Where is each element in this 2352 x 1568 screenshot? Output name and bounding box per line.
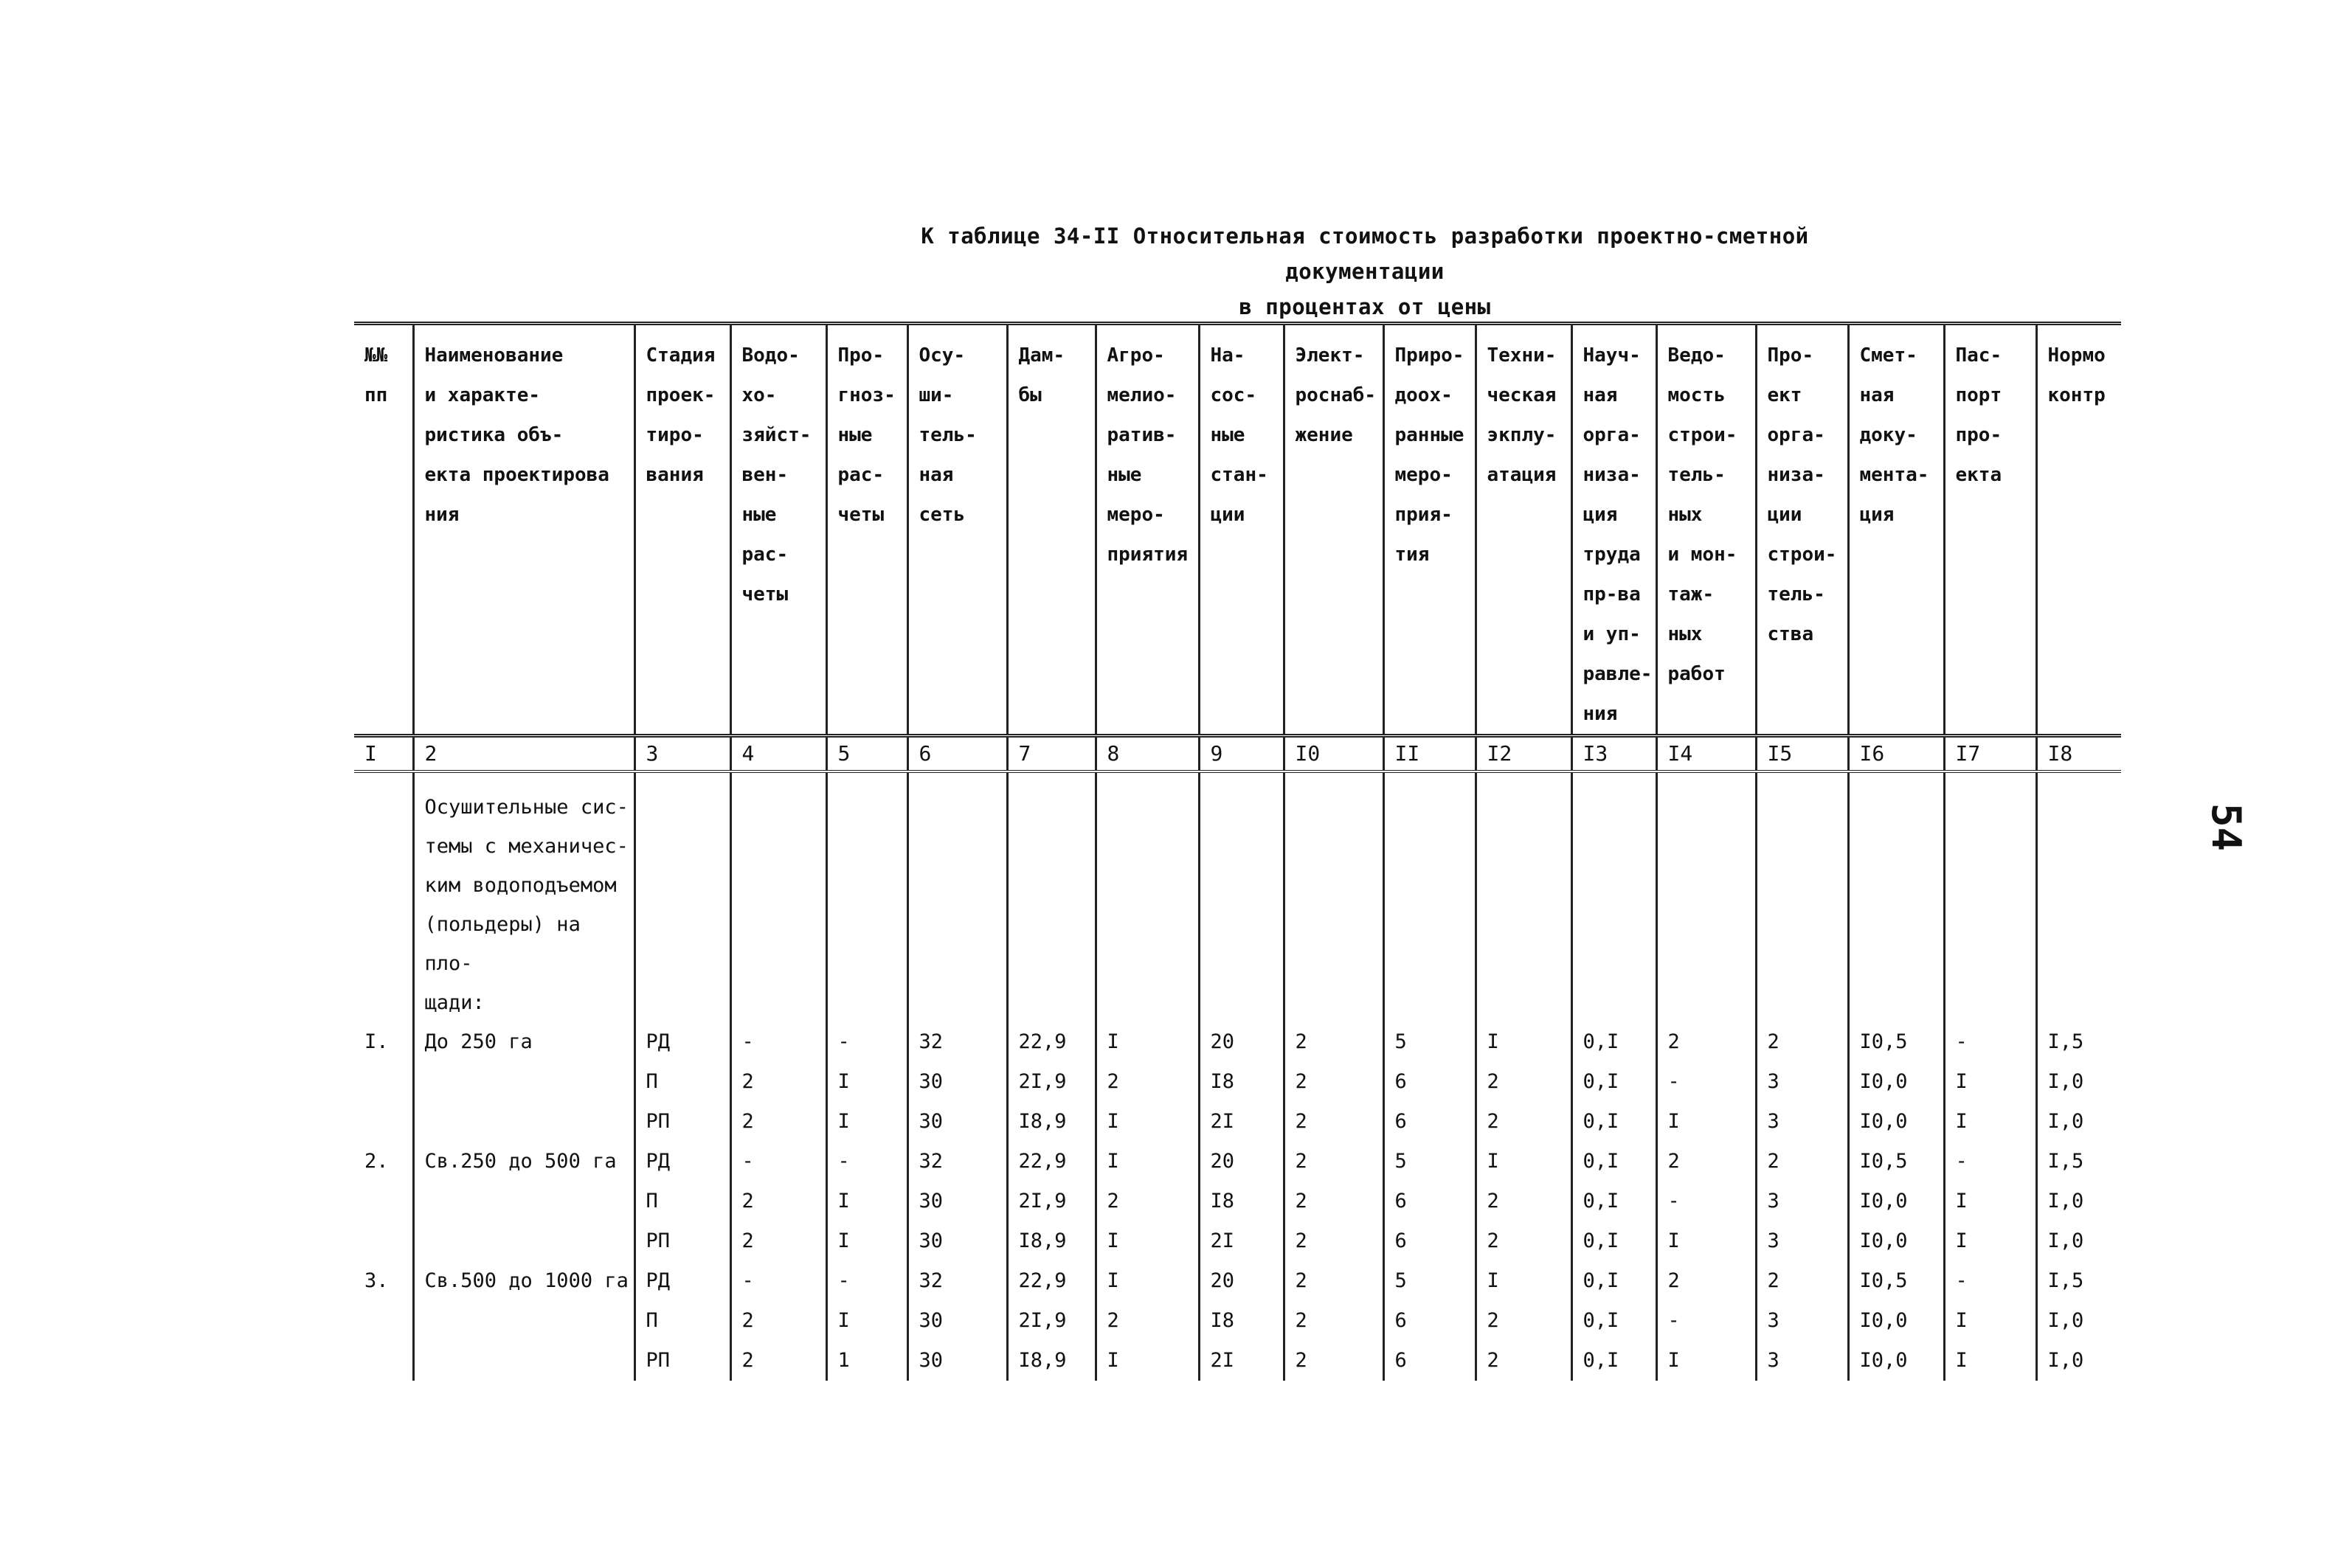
cell-value: 2I	[1199, 1102, 1284, 1142]
cell-value: 2	[1756, 1142, 1848, 1182]
object-name	[413, 1301, 634, 1341]
cell-value: -	[1656, 1062, 1756, 1102]
cell-value: 2	[1284, 1062, 1383, 1102]
cell-value: 2	[1284, 1182, 1383, 1221]
column-number: I4	[1656, 736, 1756, 772]
cell-value: I0,0	[1848, 1221, 1944, 1261]
cell-value: 30	[907, 1341, 1007, 1381]
object-name: До 250 га	[413, 1022, 634, 1062]
cell-value: I	[1096, 1341, 1199, 1381]
cell-value: 0,I	[1571, 1301, 1656, 1341]
cell-value: 22,9	[1007, 1261, 1096, 1301]
cell-value: 3	[1756, 1341, 1848, 1381]
row-number	[354, 1182, 413, 1221]
cell-value: 0,I	[1571, 1221, 1656, 1261]
cell-value: 3	[1756, 1062, 1848, 1102]
cell-value: 2	[730, 1301, 826, 1341]
cell-value: 0,I	[1571, 1062, 1656, 1102]
cell-value: I	[1944, 1102, 2036, 1142]
column-number: II	[1383, 736, 1476, 772]
column-header: Приро- доох- ранные меро- прия- тия	[1383, 324, 1476, 736]
design-stage: РД	[634, 1022, 730, 1062]
cell-value: 2	[1656, 1261, 1756, 1301]
row-number	[354, 1221, 413, 1261]
cell-value: 30	[907, 1301, 1007, 1341]
cell-value: I	[1476, 1261, 1571, 1301]
cell-value: 2	[1656, 1142, 1756, 1182]
cell-value: -	[1944, 1261, 2036, 1301]
cell-value: I	[1096, 1102, 1199, 1142]
row-number: 2.	[364, 1150, 389, 1173]
cell-value: 2	[1096, 1301, 1199, 1341]
cell-value: -	[730, 1022, 826, 1062]
cell-value: I	[1656, 1102, 1756, 1142]
cell-value: 32	[907, 1261, 1007, 1301]
table-row	[354, 1341, 2121, 1381]
design-stage: РД	[634, 1261, 730, 1301]
cell-value: 2	[1096, 1062, 1199, 1102]
column-header: Осу- ши- тель- ная сеть	[907, 324, 1007, 736]
column-number: I6	[1848, 736, 1944, 772]
cell-value: I,5	[2036, 1261, 2121, 1301]
cell-value: -	[826, 1142, 907, 1182]
cell-value: I0,0	[1848, 1301, 1944, 1341]
column-number: 5	[826, 736, 907, 772]
cell-value: I0,5	[1848, 1022, 1944, 1062]
cell-value: I8	[1199, 1301, 1284, 1341]
cell-value: 2I	[1199, 1221, 1284, 1261]
table-row	[354, 1142, 2121, 1182]
cell-value: -	[730, 1261, 826, 1301]
cell-value: I	[826, 1182, 907, 1221]
cell-value: 2	[1284, 1142, 1383, 1182]
cell-value: 30	[907, 1221, 1007, 1261]
cell-value: 3	[1756, 1102, 1848, 1142]
table-body	[354, 771, 2121, 1381]
cell-value: -	[826, 1261, 907, 1301]
cell-value: I0,5	[1848, 1261, 1944, 1301]
cell-value: -	[1944, 1142, 2036, 1182]
cell-value: 6	[1383, 1062, 1476, 1102]
cell-value: 0,I	[1571, 1341, 1656, 1381]
cell-value: I	[1656, 1341, 1756, 1381]
cell-value: 6	[1383, 1182, 1476, 1221]
column-number: I	[354, 736, 413, 772]
cell-value: I0,0	[1848, 1182, 1944, 1221]
table-row	[354, 1261, 2121, 1301]
column-header: Дам- бы	[1007, 324, 1096, 736]
cost-table	[354, 322, 2121, 1381]
cell-value: 2	[1476, 1182, 1571, 1221]
column-number: 9	[1199, 736, 1284, 772]
cell-value: 2	[1284, 1102, 1383, 1142]
column-header: Водо- хо- зяйст- вен- ные рас- четы	[730, 324, 826, 736]
cell-value: I	[1096, 1142, 1199, 1182]
cell-value: I,0	[2036, 1062, 2121, 1102]
group-rownum-cell	[354, 771, 413, 1022]
cell-value: I8,9	[1007, 1341, 1096, 1381]
object-name	[413, 1341, 634, 1381]
cell-value: -	[1944, 1022, 2036, 1062]
header-row	[354, 324, 2121, 736]
row-number: I.	[364, 1030, 389, 1053]
cell-value: I8,9	[1007, 1102, 1096, 1142]
cell-value: 2	[730, 1221, 826, 1261]
column-header: Смет- ная доку- мента- ция	[1848, 324, 1944, 736]
column-number: I0	[1284, 736, 1383, 772]
cell-value: 0,I	[1571, 1182, 1656, 1221]
column-header: На- сос- ные стан- ции	[1199, 324, 1284, 736]
row-number	[354, 1341, 413, 1381]
cell-value: I0,0	[1848, 1341, 1944, 1381]
group-title: Осушительные сис- темы с механичес- ким водоподъемом (польдеры) на пло- щади:	[413, 771, 634, 1022]
cell-value: 3	[1756, 1301, 1848, 1341]
cell-value: I,0	[2036, 1221, 2121, 1261]
cell-value: 5	[1383, 1261, 1476, 1301]
cell-value: 20	[1199, 1261, 1284, 1301]
column-header: Техни- ческая экплу- атация	[1476, 324, 1571, 736]
cell-value: 2	[1096, 1182, 1199, 1221]
cell-value: I	[826, 1102, 907, 1142]
cell-value: 2	[1756, 1261, 1848, 1301]
cell-value: 0,I	[1571, 1261, 1656, 1301]
cell-value: 2	[1756, 1022, 1848, 1062]
cell-value: I0,0	[1848, 1102, 1944, 1142]
cell-value: 1	[826, 1341, 907, 1381]
column-number: 6	[907, 736, 1007, 772]
design-stage: П	[634, 1062, 730, 1102]
table-row	[354, 1102, 2121, 1142]
cell-value: I,0	[2036, 1102, 2121, 1142]
object-name	[413, 1221, 634, 1261]
cell-value: 2	[1284, 1022, 1383, 1062]
cell-value: 6	[1383, 1301, 1476, 1341]
cell-value: 2	[1284, 1261, 1383, 1301]
cell-value: 0,I	[1571, 1102, 1656, 1142]
column-header: Стадия проек- тиро- вания	[634, 324, 730, 736]
cell-value: 2I,9	[1007, 1062, 1096, 1102]
column-header: Агро- мелио- ратив- ные меро- приятия	[1096, 324, 1199, 736]
cell-value: 20	[1199, 1142, 1284, 1182]
column-header: Науч- ная орга- низа- ция труда пр-ва и уп- равле- ния	[1571, 324, 1656, 736]
cell-value: I0,5	[1848, 1142, 1944, 1182]
column-header: Наименование и характе- ристика объ- екта проектирова ния	[413, 324, 634, 736]
column-number: 8	[1096, 736, 1199, 772]
cell-value: I	[1944, 1182, 2036, 1221]
table-row	[354, 1022, 2121, 1062]
object-name: Св.500 до 1000 га	[413, 1261, 634, 1301]
cell-value: I,5	[2036, 1022, 2121, 1062]
cell-value: 3	[1756, 1182, 1848, 1221]
cell-value: 0,I	[1571, 1022, 1656, 1062]
table-row	[354, 1221, 2121, 1261]
cell-value: I	[826, 1221, 907, 1261]
page-number: 54	[2203, 802, 2250, 852]
cell-value: 2	[1476, 1341, 1571, 1381]
column-header: Про- гноз- ные рас- четы	[826, 324, 907, 736]
cell-value: 5	[1383, 1022, 1476, 1062]
object-name: Св.250 до 500 га	[413, 1142, 634, 1182]
cell-value: 2	[1476, 1102, 1571, 1142]
column-number: I5	[1756, 736, 1848, 772]
cell-value: 2	[1476, 1221, 1571, 1261]
row-number	[354, 1102, 413, 1142]
cell-value: 2	[730, 1062, 826, 1102]
column-number: I7	[1944, 736, 2036, 772]
cell-value: 2	[1284, 1221, 1383, 1261]
column-number: 3	[634, 736, 730, 772]
column-header: Ведо- мость строи- тель- ных и мон- таж- ных работ	[1656, 324, 1756, 736]
cell-value: I,5	[2036, 1142, 2121, 1182]
column-header: Пас- порт про- екта	[1944, 324, 2036, 736]
cell-value: I	[1944, 1341, 2036, 1381]
cell-value: 30	[907, 1182, 1007, 1221]
group-title-row	[354, 771, 2121, 1022]
cell-value: 30	[907, 1102, 1007, 1142]
object-name	[413, 1062, 634, 1102]
design-stage: П	[634, 1301, 730, 1341]
column-number: I2	[1476, 736, 1571, 772]
cell-value: 5	[1383, 1142, 1476, 1182]
document-title	[871, 218, 1859, 325]
cell-value: I	[1944, 1301, 2036, 1341]
cell-value: 2I,9	[1007, 1301, 1096, 1341]
column-number: I3	[1571, 736, 1656, 772]
cell-value: I	[1096, 1022, 1199, 1062]
cell-value: 22,9	[1007, 1142, 1096, 1182]
cell-value: 2	[1284, 1341, 1383, 1381]
cell-value: 2	[1476, 1301, 1571, 1341]
column-header: Нормо контр	[2036, 324, 2121, 736]
cell-value: -	[826, 1022, 907, 1062]
column-header: №№ пп	[354, 324, 413, 736]
cell-value: 6	[1383, 1341, 1476, 1381]
cell-value: 2	[1656, 1022, 1756, 1062]
design-stage: РД	[634, 1142, 730, 1182]
cell-value: -	[1656, 1182, 1756, 1221]
column-number: 7	[1007, 736, 1096, 772]
design-stage: РП	[634, 1341, 730, 1381]
table-row	[354, 1182, 2121, 1221]
cell-value: 32	[907, 1022, 1007, 1062]
cell-value: I	[826, 1062, 907, 1102]
column-number: 2	[413, 736, 634, 772]
cell-value: -	[1656, 1301, 1756, 1341]
cell-value: 22,9	[1007, 1022, 1096, 1062]
object-name	[413, 1182, 634, 1221]
title-line-1: К таблице 34-II Относительная стоимость разработки проектно-сметной документации	[921, 223, 1809, 284]
object-name	[413, 1102, 634, 1142]
cell-value: 32	[907, 1142, 1007, 1182]
cell-value: I	[1096, 1221, 1199, 1261]
cell-value: I	[1944, 1062, 2036, 1102]
cell-value: 0,I	[1571, 1142, 1656, 1182]
table-row	[354, 1301, 2121, 1341]
cell-value: 6	[1383, 1221, 1476, 1261]
cell-value: 2	[1476, 1062, 1571, 1102]
row-number	[354, 1062, 413, 1102]
cell-value: I	[1476, 1142, 1571, 1182]
cell-value: I	[826, 1301, 907, 1341]
cell-value: 2	[1284, 1301, 1383, 1341]
cell-value: I	[1944, 1221, 2036, 1261]
cell-value: 2I	[1199, 1341, 1284, 1381]
row-number	[354, 1301, 413, 1341]
cell-value: -	[730, 1142, 826, 1182]
cell-value: 3	[1756, 1221, 1848, 1261]
cell-value: I	[1096, 1261, 1199, 1301]
cell-value: I,0	[2036, 1341, 2121, 1381]
design-stage: РП	[634, 1221, 730, 1261]
cell-value: I8	[1199, 1062, 1284, 1102]
column-number: 4	[730, 736, 826, 772]
cell-value: I	[1656, 1221, 1756, 1261]
cell-value: I,0	[2036, 1301, 2121, 1341]
cell-value: 20	[1199, 1022, 1284, 1062]
column-number: I8	[2036, 736, 2121, 772]
cell-value: 2	[730, 1102, 826, 1142]
row-number: 3.	[364, 1269, 389, 1292]
cell-value: I8	[1199, 1182, 1284, 1221]
cell-value: 6	[1383, 1102, 1476, 1142]
column-number-row	[354, 736, 2121, 772]
cell-value: I	[1476, 1022, 1571, 1062]
cell-value: I8,9	[1007, 1221, 1096, 1261]
cell-value: 2	[730, 1182, 826, 1221]
cell-value: 2I,9	[1007, 1182, 1096, 1221]
cell-value: I0,0	[1848, 1062, 1944, 1102]
table-row	[354, 1062, 2121, 1102]
column-header: Элект- роснаб- жение	[1284, 324, 1383, 736]
cell-value: I,0	[2036, 1182, 2121, 1221]
design-stage: РП	[634, 1102, 730, 1142]
design-stage: П	[634, 1182, 730, 1221]
title-line-2: в процентах от цены	[1239, 294, 1491, 319]
cell-value: 2	[730, 1341, 826, 1381]
cell-value: 30	[907, 1062, 1007, 1102]
column-header: Про- ект орга- низа- ции строи- тель- ства	[1756, 324, 1848, 736]
